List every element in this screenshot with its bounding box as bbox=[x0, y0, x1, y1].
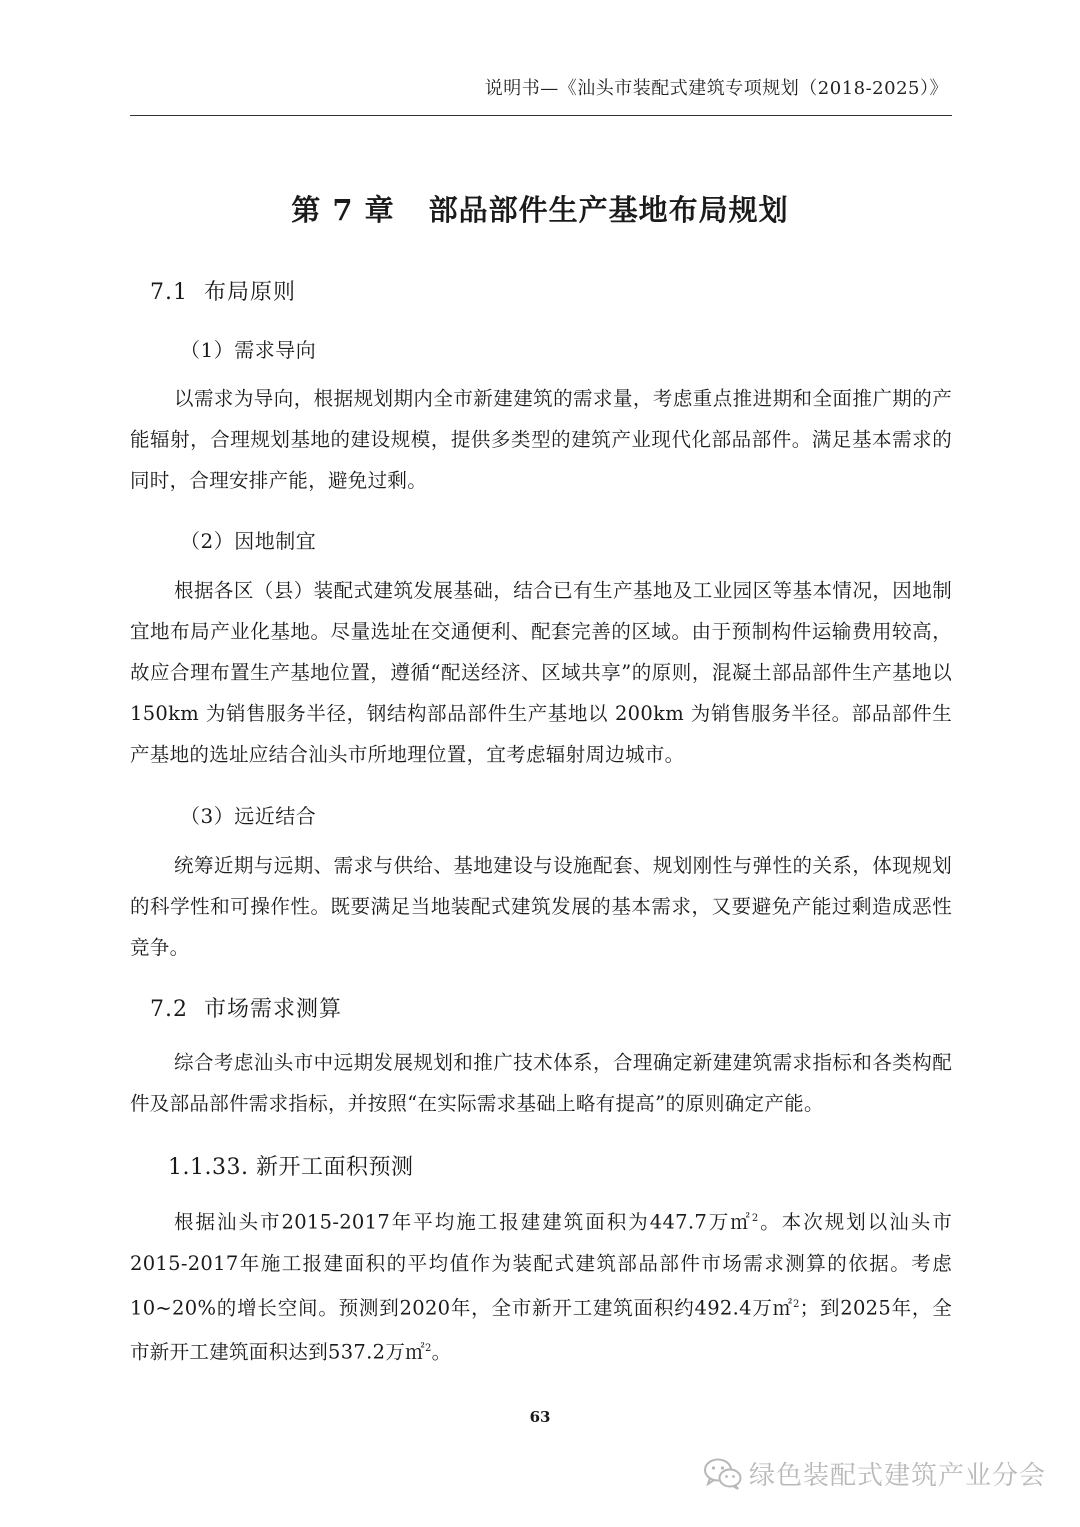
wechat-icon bbox=[703, 1457, 743, 1491]
superscript-3: 2 bbox=[424, 1343, 432, 1354]
section-7-2-heading bbox=[150, 992, 342, 1023]
watermark-text: 绿色装配式建筑产业分会 bbox=[748, 1461, 1046, 1491]
paragraph-market: 综合考虑汕头市中远期发展规划和推广技术体系，合理确定新建建筑需求指标和各类构配件及部品部件需求指标，并按照“在实际需求基础上略有提高”的原则确定产能。 bbox=[130, 1051, 952, 1115]
subsection-local-title: （2）因地制宜 bbox=[180, 529, 317, 553]
chapter-number: 第 7 章 bbox=[291, 193, 395, 227]
subsection-demand-title: （1）需求导向 bbox=[180, 338, 317, 362]
section-7-1-title: 布局原则 bbox=[204, 280, 297, 305]
paragraph-demand: 以需求为导向，根据规划期内全市新建建筑的需求量，考虑重点推进期和全面推广期的产能辐射，合理规划基地的建设规模，提供多类型的建筑产业现代化部品部件。满足基本需求的同时，合理安排产能，避免过剩。 bbox=[130, 387, 952, 492]
section-7-1-heading bbox=[150, 275, 296, 306]
header-divider bbox=[130, 115, 952, 116]
chapter-title-text: 部品部件生产基地布局规划 bbox=[428, 193, 789, 227]
subsection-combine-title: （3）远近结合 bbox=[180, 804, 317, 828]
section-7-2-title: 市场需求测算 bbox=[204, 997, 343, 1022]
section-7-2-number: 7.2 bbox=[150, 997, 188, 1022]
paragraph-forecast bbox=[130, 1198, 952, 1373]
superscript-2: 2 bbox=[792, 1298, 800, 1310]
section-7-1-number: 7.1 bbox=[150, 280, 188, 305]
page-number: 63 bbox=[529, 1408, 551, 1426]
watermark bbox=[703, 1455, 1046, 1492]
paragraph-combine: 统筹近期与远期、需求与供给、基地建设与设施配套、规划刚性与弹性的关系，体现规划的科学性和可操作性。既要满足当地装配式建筑发展的基本需求，又要避免产能过剩造成恶性竞争。 bbox=[130, 854, 952, 959]
paragraph-local: 根据各区（县）装配式建筑发展基础，结合已有生产基地及工业园区等基本情况，因地制宜地布局产业化基地。尽量选址在交通便利、配套完善的区域。由于预制构件运输费用较高，故应合理布置生产基地位置，遵循“配送经济、区域共享”的原则，混凝土部品部件生产基地以 150km 为销售服务半径，钢结构部品部件生产基地以 200km 为销售服务半径。部品部件生产基地的选址应结合汕头市所地理位置，宜考虑辐射周边城市。 bbox=[130, 579, 952, 766]
forecast-text-3: ；到2025年，全市新开工建筑面积达到537.2万㎡ bbox=[130, 1296, 952, 1364]
superscript-1: 2 bbox=[751, 1213, 759, 1224]
forecast-text-2: 。本次规划以汕头市2015-2017年施工报建面积的平均值作为装配式建筑部品部件市场需求测算的依据。考虑10~20%的增长空间。预测到2020年，全市新开工建筑面积约492.4万㎡ bbox=[130, 1210, 952, 1319]
chapter-title bbox=[0, 188, 1080, 229]
section-1-1-33-title: 1.1.33. 新开工面积预测 bbox=[168, 1155, 414, 1180]
forecast-text-1: 根据汕头市2015-2017年平均施工报建建筑面积为447.7万㎡ bbox=[174, 1210, 752, 1234]
forecast-text-4: 。 bbox=[431, 1340, 452, 1364]
running-header: 说明书—《汕头市装配式建筑专项规划（2018-2025）》 bbox=[484, 78, 948, 99]
